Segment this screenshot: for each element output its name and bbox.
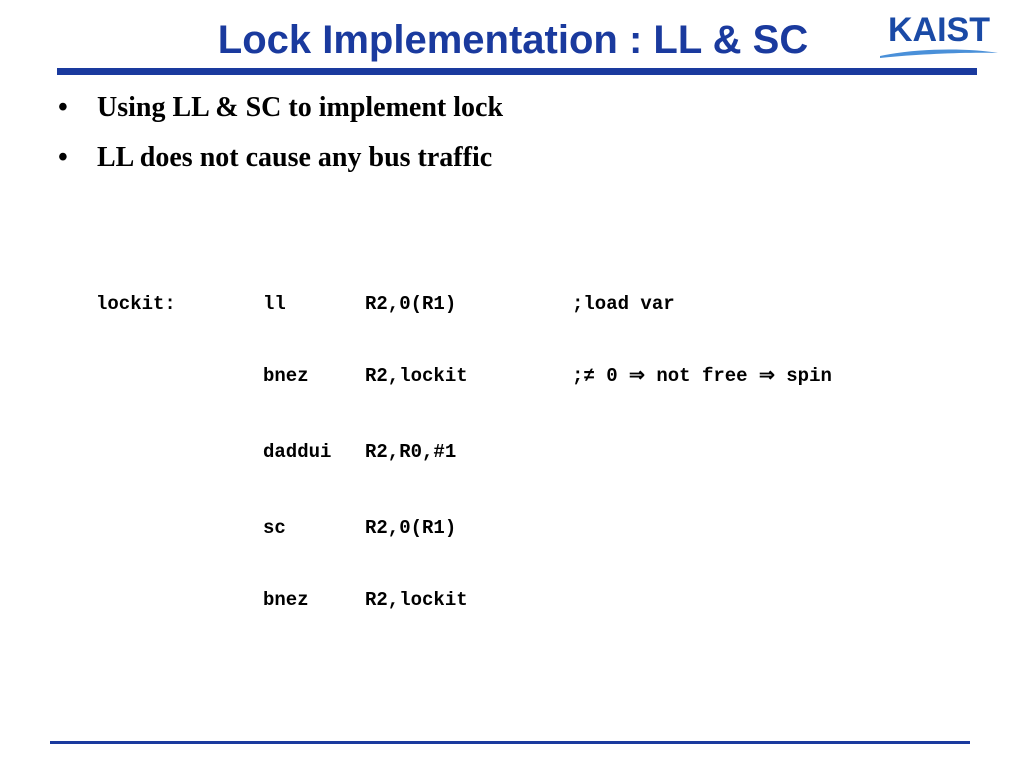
- code-line: [96, 514, 457, 542]
- logo-swoosh-icon: [878, 44, 1000, 62]
- code-operands: R2,0(R1): [365, 517, 457, 539]
- bullet-text: Using LL & SC to implement lock: [97, 92, 504, 123]
- code-operands: R2,lockit: [365, 365, 468, 387]
- code-opcode: daddui: [263, 441, 332, 463]
- code-operands: R2,0(R1): [365, 293, 457, 315]
- code-operands: R2,R0,#1: [365, 441, 457, 463]
- code-operands: R2,lockit: [365, 589, 468, 611]
- code-line: [96, 362, 832, 394]
- bullet-marker: •: [58, 142, 68, 173]
- footer-divider: [50, 741, 970, 744]
- bullet-marker: •: [58, 92, 68, 123]
- code-opcode: bnez: [263, 589, 309, 611]
- slide-title: Lock Implementation : LL & SC: [217, 18, 809, 62]
- code-line: [96, 438, 457, 470]
- code-opcode: sc: [263, 517, 286, 539]
- code-line: [96, 586, 468, 614]
- code-comment: ;≠ 0 ⇒ not free ⇒ spin: [572, 365, 832, 387]
- code-block: [96, 246, 832, 658]
- code-opcode: bnez: [263, 365, 309, 387]
- title-divider: [57, 68, 977, 75]
- code-line: [96, 290, 675, 318]
- code-comment: ;load var: [572, 293, 675, 315]
- kaist-logo: [878, 10, 1000, 60]
- logo-text: KAIST: [888, 11, 990, 49]
- code-opcode: ll: [263, 293, 286, 315]
- bullet-text: LL does not cause any bus traffic: [97, 142, 493, 173]
- code-label: lockit:: [96, 293, 176, 315]
